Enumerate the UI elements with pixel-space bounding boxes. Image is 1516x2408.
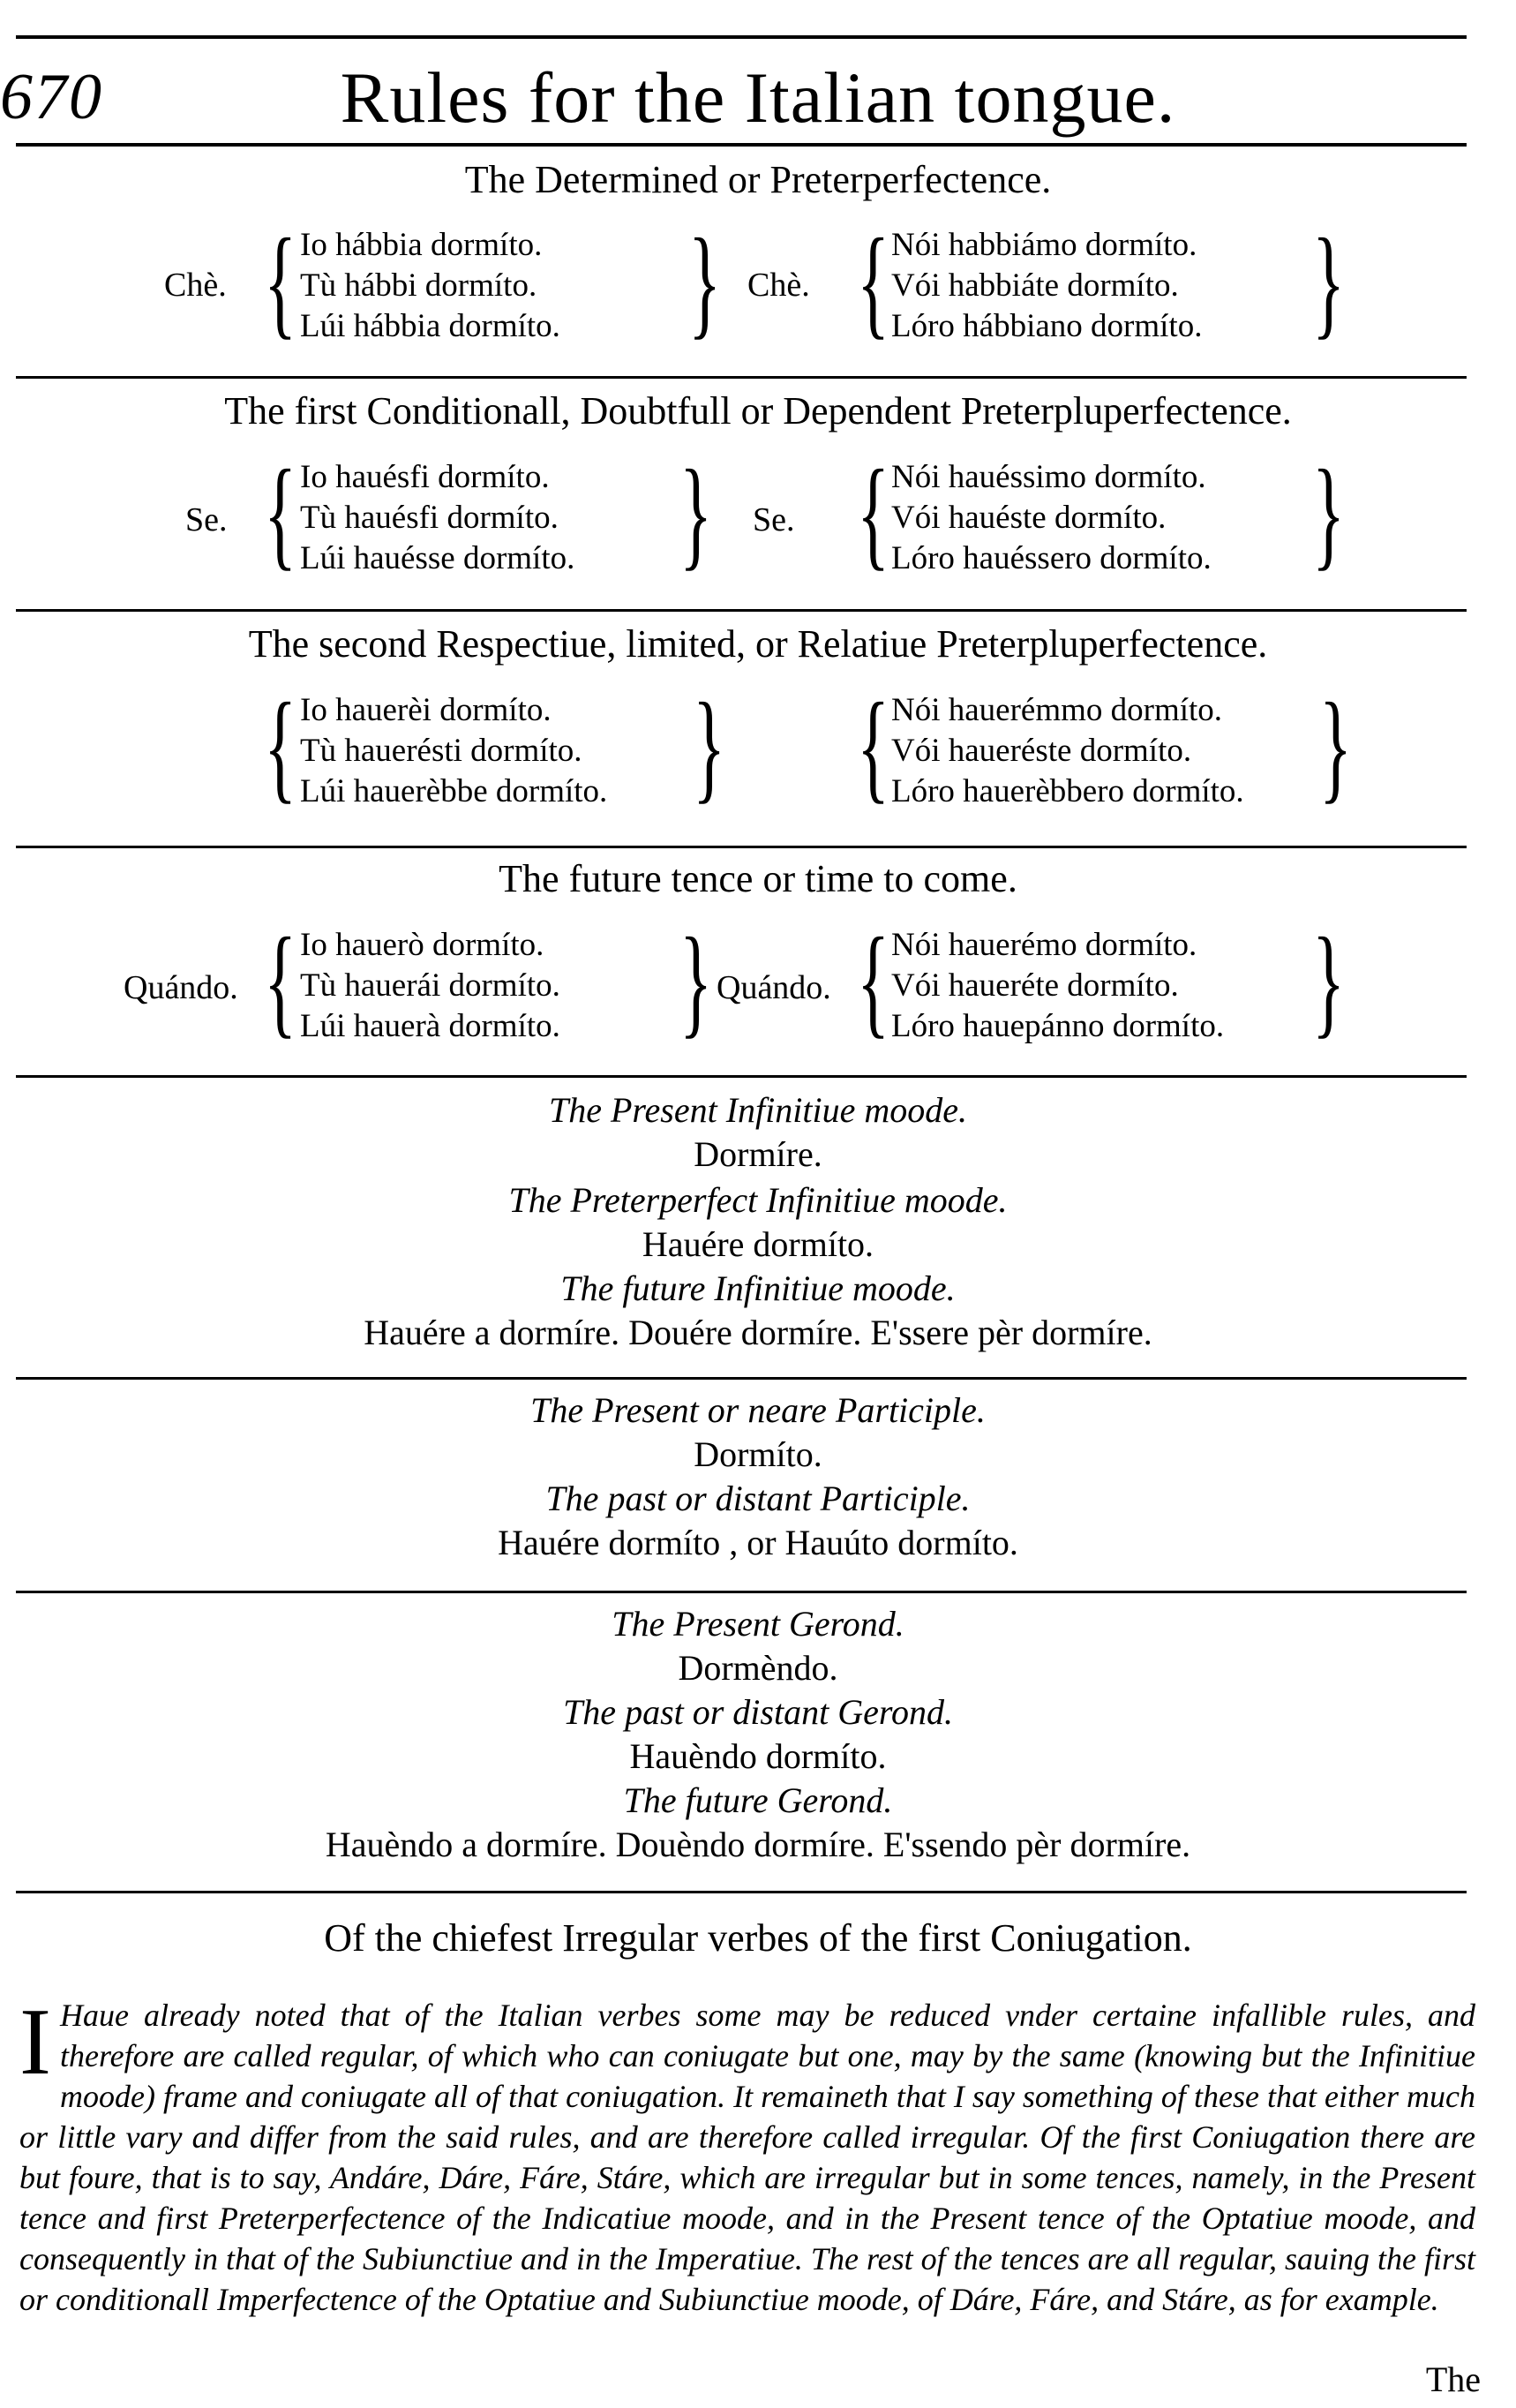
open-brace-icon: { xyxy=(857,214,890,350)
conj-line: Lúi hauerà dormíto. xyxy=(300,1008,560,1044)
condition-right: Quándo. xyxy=(717,969,831,1006)
participle-form: Dormíto. xyxy=(694,1434,822,1474)
section-rule xyxy=(16,609,1467,612)
section-title: The first Conditionall, Doubtfull or Dependent Preterpluperfectence. xyxy=(224,389,1292,433)
section-rule xyxy=(16,1591,1467,1593)
gerund-form: Hauèndo dormíto. xyxy=(629,1736,887,1776)
conj-line: Tù hauerái dormíto. xyxy=(300,967,560,1004)
conj-line: Tù hauésfi dormíto. xyxy=(300,500,559,536)
condition-left: Quándo. xyxy=(124,969,238,1006)
condition-right: Se. xyxy=(753,501,795,538)
irregular-title: Of the chiefest Irregular verbes of the first Coniugation. xyxy=(324,1916,1192,1960)
conj-line: Nói hauéssimo dormíto. xyxy=(891,459,1206,495)
header-rule xyxy=(16,143,1467,147)
gerund-heading: The Present Gerond. xyxy=(612,1604,904,1644)
conj-line: Tù hauerésti dormíto. xyxy=(300,733,582,769)
conj-line: Lóro hauerèbbero dormíto. xyxy=(891,773,1244,809)
open-brace-icon: { xyxy=(857,678,890,815)
participle-heading: The past or distant Participle. xyxy=(545,1479,971,1518)
conj-line: Lóro hauepánno dormíto. xyxy=(891,1008,1225,1044)
section-rule xyxy=(16,376,1467,379)
conj-line: Lúi hauésse dormíto. xyxy=(300,540,575,576)
close-brace-icon: } xyxy=(1319,678,1353,815)
conj-line: Io hauerò dormíto. xyxy=(300,927,544,963)
section-rule xyxy=(16,846,1467,848)
close-brace-icon: } xyxy=(693,678,726,815)
conj-line: Nói habbiámo dormíto. xyxy=(891,227,1197,263)
conj-line: Io hauerèi dormíto. xyxy=(300,692,552,728)
condition-left: Chè. xyxy=(164,267,227,304)
close-brace-icon: } xyxy=(1312,913,1346,1050)
infinitive-form: Hauére a dormíre. Douére dormíre. E'ssere pèr dormíre. xyxy=(364,1313,1152,1352)
running-head: Rules for the Italian tongue. xyxy=(340,57,1176,138)
open-brace-icon: { xyxy=(264,678,297,815)
open-brace-icon: { xyxy=(264,214,297,350)
infinitive-heading: The Present Infinitiue moode. xyxy=(549,1090,967,1130)
close-brace-icon: } xyxy=(1312,214,1346,350)
section-title: The second Respectiue, limited, or Relatiue Preterpluperfectence. xyxy=(248,622,1268,666)
section-rule xyxy=(16,1075,1467,1078)
top-rule xyxy=(16,35,1467,39)
infinitive-heading: The Preterperfect Infinitiue moode. xyxy=(508,1180,1008,1220)
conj-line: Lóro hauéssero dormíto. xyxy=(891,540,1212,576)
conj-line: Nói hauerémmo dormíto. xyxy=(891,692,1223,728)
open-brace-icon: { xyxy=(857,913,890,1050)
conj-line: Lóro hábbiano dormíto. xyxy=(891,308,1203,344)
infinitive-heading: The future Infinitiue moode. xyxy=(560,1268,956,1308)
catchword: The xyxy=(1425,2359,1481,2399)
open-brace-icon: { xyxy=(857,445,890,582)
gerund-form: Dormèndo. xyxy=(678,1648,838,1688)
participle-form: Hauére dormíto , or Hauúto dormíto. xyxy=(498,1523,1018,1562)
infinitive-form: Dormíre. xyxy=(694,1134,822,1174)
irregular-paragraph xyxy=(19,1990,1475,2320)
conj-line: Vói haueréste dormíto. xyxy=(891,733,1192,769)
section-rule xyxy=(16,1377,1467,1380)
gerund-heading: The future Gerond. xyxy=(623,1780,893,1820)
condition-right: Chè. xyxy=(747,267,810,304)
paragraph-text: Haue already noted that of the Italian verbes some may be reduced vnder certaine infallible rules, and therefore are called regular, of which who can coniugate but one, may by the same (knowing but the Infinitiue moode) frame and coniugate all of that coniugation. It remaineth that I say something of these that either much or little vary and differ from the said rules, and are therefore called irregular. Of the first Coniugation there are but foure, that is to say, Andáre, Dáre, Fáre, Stáre, which are irregular but in some tences, namely, in the Present tence and first Preterperfectence of the Indicatiue moode, and in the Present tence of the Optatiue moode, and consequently in that of the Subiunctiue and in the Imperatiue. The rest of the tences are all regular, sauing the first or conditionall Imperfectence of the Optatiue and Subiunctiue moode, of Dáre, Fáre, and Stáre, as for example. xyxy=(19,1998,1475,2317)
gerund-heading: The past or distant Gerond. xyxy=(563,1692,953,1732)
conj-line: Lúi hauerèbbe dormíto. xyxy=(300,773,608,809)
gerund-form: Hauèndo a dormíre. Douèndo dormíre. E'ssendo pèr dormíre. xyxy=(325,1825,1191,1864)
close-brace-icon: } xyxy=(688,214,722,350)
conj-line: Io hábbia dormíto. xyxy=(300,227,543,263)
open-brace-icon: { xyxy=(264,913,297,1050)
open-brace-icon: { xyxy=(264,445,297,582)
condition-left: Se. xyxy=(185,501,228,538)
page-number: 670 xyxy=(0,61,103,133)
conj-line: Tù hábbi dormíto. xyxy=(300,267,537,304)
conj-line: Vói habbiáte dormíto. xyxy=(891,267,1179,304)
drop-cap: I xyxy=(19,1990,51,2095)
conj-line: Io hauésfi dormíto. xyxy=(300,459,550,495)
section-title: The Determined or Preterperfectence. xyxy=(464,158,1052,201)
infinitive-form: Hauére dormíto. xyxy=(642,1224,874,1264)
section-title: The future tence or time to come. xyxy=(499,857,1017,900)
close-brace-icon: } xyxy=(679,445,713,582)
conj-line: Vói hauéste dormíto. xyxy=(891,500,1167,536)
conj-line: Nói hauerémo dormíto. xyxy=(891,927,1197,963)
close-brace-icon: } xyxy=(1312,445,1346,582)
conj-line: Vói haueréte dormíto. xyxy=(891,967,1179,1004)
close-brace-icon: } xyxy=(679,913,713,1050)
participle-heading: The Present or neare Participle. xyxy=(530,1390,986,1430)
section-rule xyxy=(16,1891,1467,1893)
conj-line: Lúi hábbia dormíto. xyxy=(300,308,560,344)
